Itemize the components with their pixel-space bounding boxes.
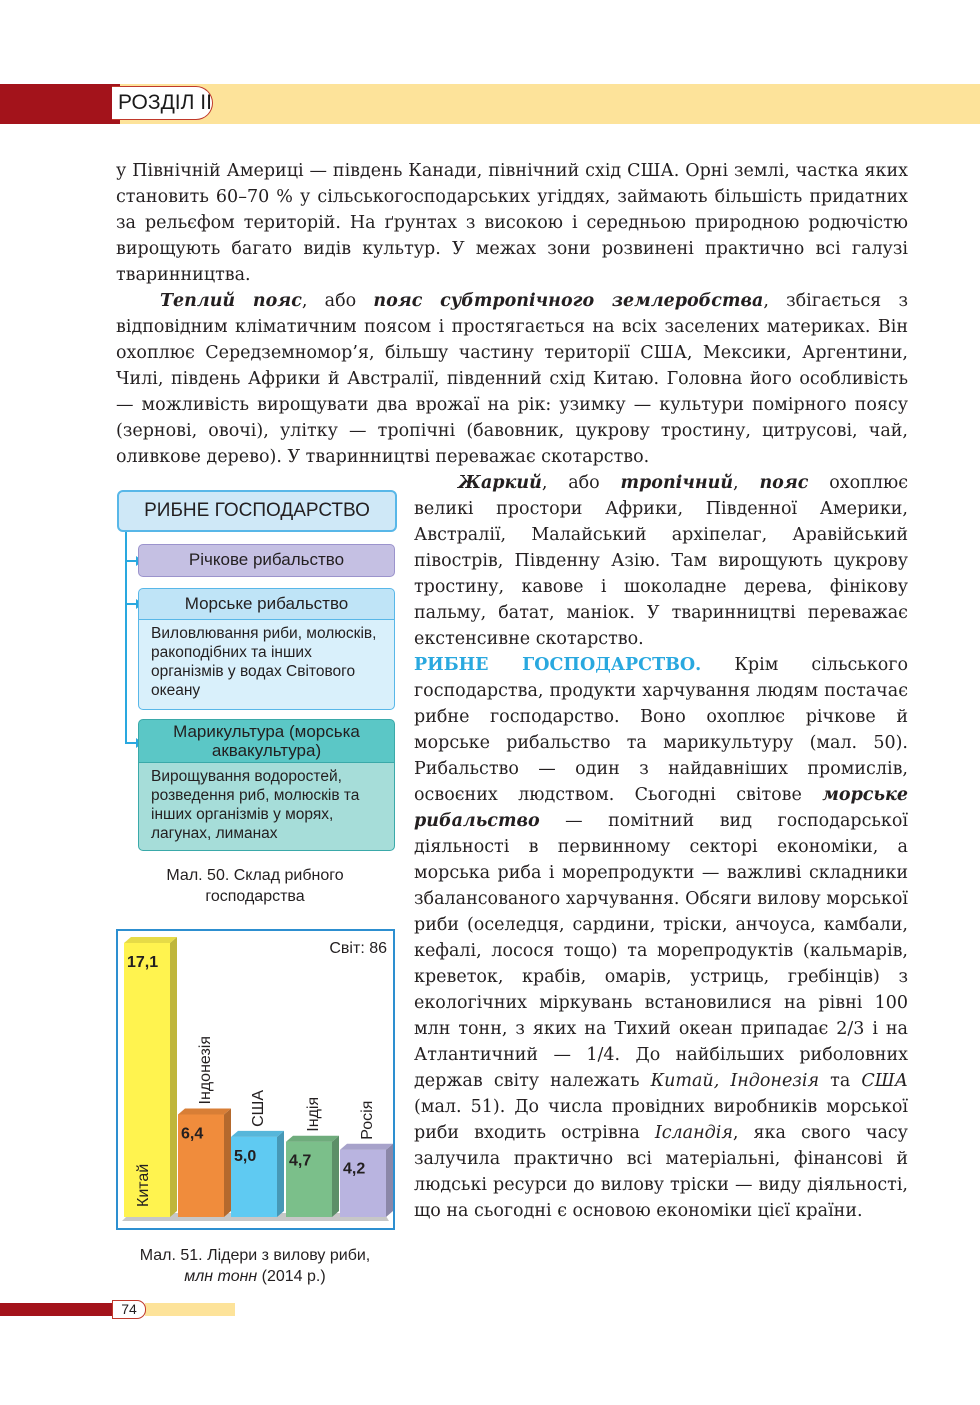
bar-value-label: 4,2 <box>343 1160 366 1178</box>
bar-side-3 <box>332 1136 339 1217</box>
diagram-title: РИБНЕ ГОСПОДАРСТВО <box>117 490 397 532</box>
diagram-sea-fishing-desc: Виловлювання риби, молюсків, ракоподібних та інших організмів у водах Світового океану <box>138 620 395 710</box>
bar-top-4 <box>340 1144 393 1150</box>
paragraph-2 <box>116 288 908 470</box>
diagram-connector <box>125 532 127 744</box>
arrow-icon <box>125 742 137 744</box>
caption-year: (2014 р.) <box>257 1268 326 1285</box>
diagram-sea-fishing-title: Морське рибальство <box>138 588 395 620</box>
bar-side-1 <box>224 1108 231 1217</box>
arrow-icon <box>125 603 137 605</box>
bar-side-2 <box>277 1131 284 1217</box>
text-fragment: — помітний вид господарської діяльності в первинному секторі економіки, а морська риба і морепродукти — важливі складники збалансованого харчування. Обсяги вилову морської риби (оселедця, сардини, тріски, анчоуса, камбали, кефалі, лосося тощо) та морепродуктів (кальмарів, креветок, крабів, омарів, устриць, гребінців) з екологічних міркувань встановилися на рівні 100 млн тонн, з яких на Тихий океан припадає 2/3 і на Атлантичний — 1/4. До найбільших риболовних держав світу належать <box>414 811 908 1091</box>
bar-value-label: 4,7 <box>289 1152 312 1170</box>
category-label: Росія <box>359 1100 376 1140</box>
text-fragment: (мал. 51). До числа провідних виробників морської риби входить острівна <box>414 1097 908 1143</box>
diagram-river-fishing: Річкове рибальство <box>138 544 395 577</box>
category-label: Індонезія <box>197 1035 214 1105</box>
bar-side-4 <box>386 1144 393 1217</box>
term-sea-fishing: морське рибальство <box>414 785 908 831</box>
arrow-icon <box>125 560 137 562</box>
text-fragment: , збігається з відповідним кліматичним поясом і простягається на всіх заселених материках. Він охоплює Середземномор’я, більшу частину території США, Мексики, Аргентини, Чилі, південь Африки й Австралії, південний схід Китаю. Головна його особливість — можливість вирощувати два врожаї на рік: узимку — культури помірного поясу (зернові, овочі), улітку — тропічні (бавовник, цукрову тростину, цитрусові, чай, оливкове дерево). У тваринництві переважає скотарство. <box>116 291 908 467</box>
text-fragment: , яка свого часу залучила практично всі матеріальні, фінансові й людські ресурси до вилову тріски — виду діяльності, що на сьогодні є основою економіки цієї країни. <box>414 1123 908 1221</box>
term-china-indonesia: Китай, Індонезія <box>650 1071 820 1091</box>
chart-frame <box>116 929 395 1230</box>
header-accent <box>0 84 120 124</box>
paragraph-3 <box>414 470 908 652</box>
bar-chart <box>118 931 393 1228</box>
caption-text: Мал. 51. Лідери з вилову риби, <box>139 1247 371 1264</box>
world-total-label: Світ: 86 <box>329 940 387 957</box>
bar-value-label: 5,0 <box>234 1147 257 1165</box>
term-subtropical: пояс субтропічного землеробства <box>373 291 764 311</box>
paragraph-4 <box>414 652 908 1224</box>
term-iceland: Ісландія <box>654 1123 733 1143</box>
main-text-top <box>116 158 908 470</box>
term-usa: США <box>861 1071 908 1091</box>
bar-top-2 <box>231 1131 284 1137</box>
figure-50-caption: Мал. 50. Склад рибного господарства <box>166 867 344 905</box>
term-warm-belt: Теплий пояс <box>160 291 302 311</box>
main-text-right <box>414 470 908 1224</box>
category-label: Китай <box>135 1163 152 1207</box>
heading-fishery: РИБНЕ ГОСПОДАРСТВО. <box>414 655 702 675</box>
bar-top-0 <box>124 937 177 943</box>
section-label: РОЗДІЛ ІІ <box>112 86 213 120</box>
bar-side-0 <box>170 937 177 1217</box>
term-hot: Жаркий <box>458 473 542 493</box>
term-tropical: тропічний <box>620 473 734 493</box>
diagram-mariculture-desc: Вирощування водоростей, розведення риб, молюсків та інших організмів у морях, лагунах, лиманах <box>138 763 395 851</box>
figure-51-caption <box>115 1245 395 1287</box>
paragraph-1: у Північній Америці — південь Канади, північний схід США. Орні землі, частка яких становить 60–70 % у сільськогосподарських угіддях, займають більшість придатних за рельєфом територій. На ґрунтах з високою і середньою природною родючістю вирощують багато видів культур. У межах зони розвинені практично всі галузі тваринництва. <box>116 161 908 285</box>
text-fragment: , <box>733 473 760 493</box>
diagram-mariculture-title: Марикультура (морська аквакультура) <box>138 719 395 763</box>
bar-top-3 <box>286 1136 339 1142</box>
text-fragment: охоплює великі простори Африки, Південної Америки, Австралії, Малайський архіпелаг, Аравійський півострів, Південну Азію. Там вирощують цукрову тростину, кавове і шоколадне дерева, фінікову пальму, батат, маніок. У тваринництві переважає екстенсивне скотарство. <box>414 473 908 649</box>
text-fragment: , або <box>541 473 621 493</box>
text-fragment: Крім сільського господарства, продукти харчування людям постачає рибне господарство. Воно охоплює річкове й морське рибальство та марикультуру (мал. 50). Рибальство — один з найдавніших промислів, освоєних людством. Сьогодні світове <box>414 655 908 805</box>
category-label: США <box>250 1089 267 1127</box>
caption-unit: млн тонн <box>184 1268 258 1285</box>
bar-top-1 <box>178 1108 231 1114</box>
page-number: 74 <box>112 1300 146 1319</box>
category-label: Індія <box>305 1096 322 1132</box>
text-fragment: , або <box>301 291 374 311</box>
text-fragment: та <box>819 1071 862 1091</box>
bar-value-label: 17,1 <box>127 954 159 971</box>
footer-accent <box>0 1303 118 1316</box>
footer-bar <box>145 1303 235 1316</box>
bar-value-label: 6,4 <box>181 1125 204 1143</box>
term-belt: пояс <box>759 473 809 493</box>
